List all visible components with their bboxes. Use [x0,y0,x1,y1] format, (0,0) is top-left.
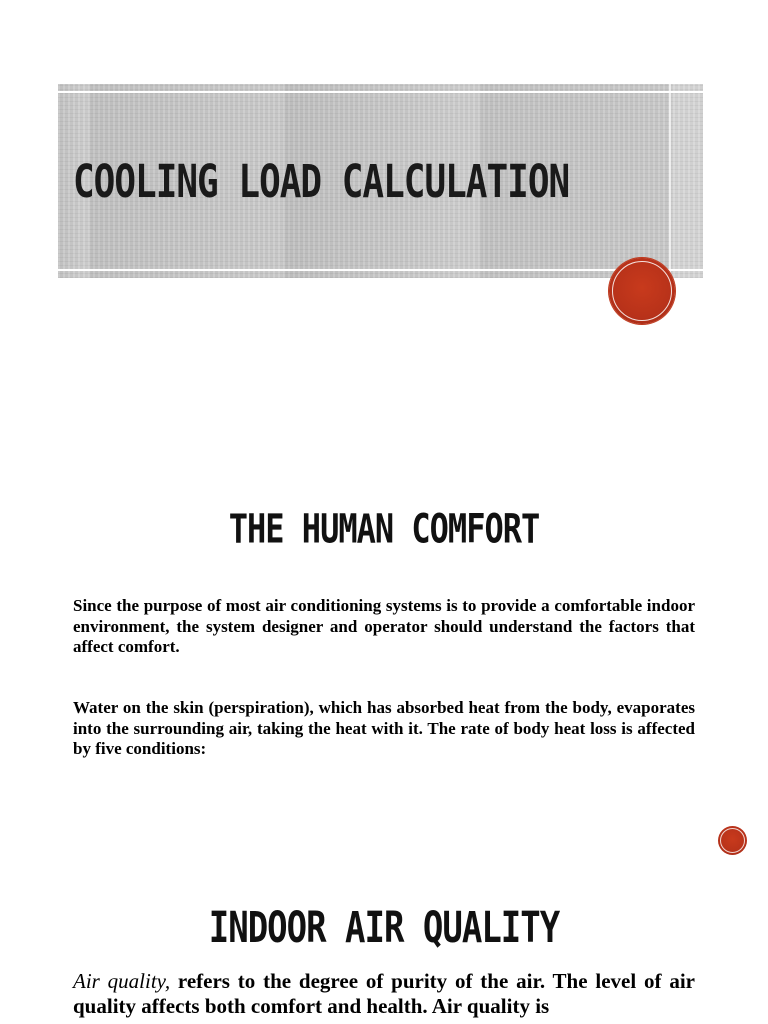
paragraph-air-quality [73,969,695,1019]
slide-title: COOLING LOAD CALCULATION [73,157,570,209]
title-banner [58,84,703,278]
section-heading-indoor-air-quality: INDOOR AIR QUALITY [208,903,560,953]
accent-circle-large [609,258,675,324]
paragraph-body-heat-loss: Water on the skin (perspiration), which has absorbed heat from the body, evaporates into the surrounding air, taking the heat with it. The rate of body heat loss is affected by five conditions: [73,698,695,758]
air-quality-definition: refers to the degree of purity of the air. The level of air quality affects both comfort and health. Air quality is [73,969,695,1018]
paragraph-comfort-purpose: Since the purpose of most air conditioning systems is to provide a comfortable indoor environment, the system designer and operator should understand the factors that affect comfort. [73,596,695,656]
banner-divider [669,84,671,278]
section-heading-human-comfort: THE HUMAN COMFORT [228,505,540,553]
air-quality-term: Air quality, [73,969,171,993]
banner-bottom-rule [58,269,703,271]
accent-circle-small [718,826,747,855]
banner-top-rule [58,91,703,93]
